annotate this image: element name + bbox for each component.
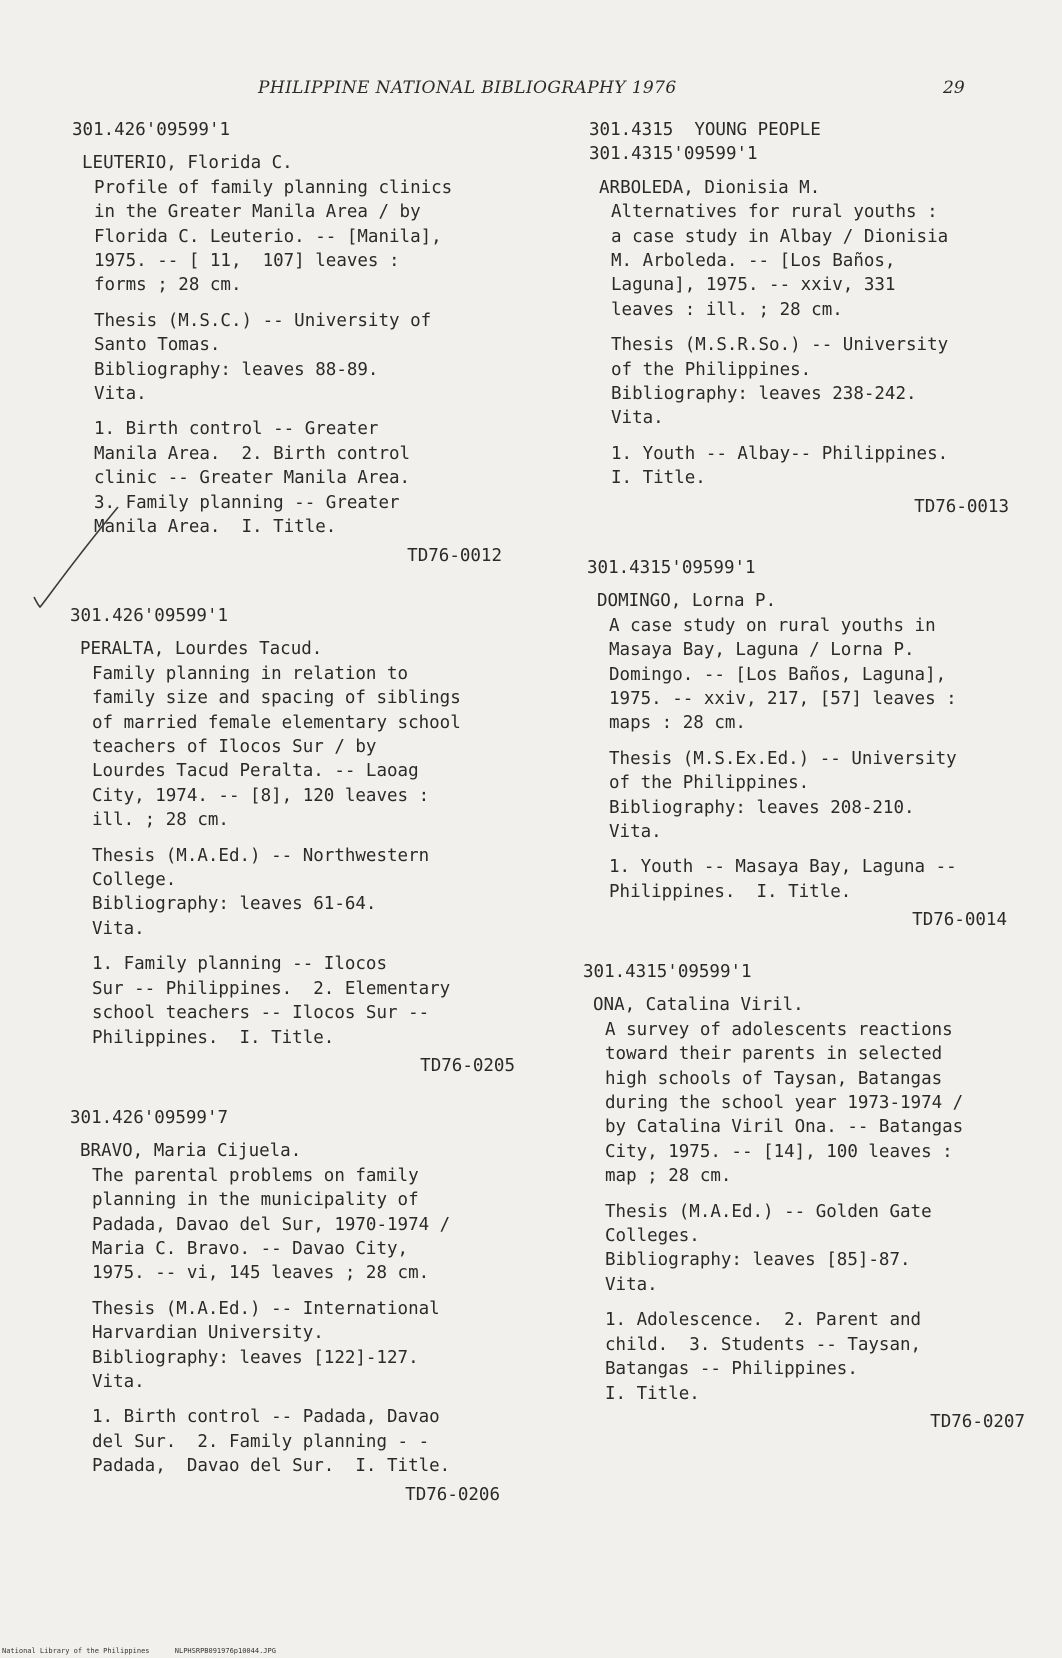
accession-code: TD76-0014: [912, 910, 1007, 931]
author-name: ONA, Catalina Viril.: [593, 995, 804, 1016]
title-line: by Catalina Viril Ona. -- Batangas: [605, 1117, 964, 1138]
notes: [94, 309, 502, 407]
subject-heading-text: 301.4315 YOUNG PEOPLE: [589, 120, 821, 140]
subject-tracings: [92, 952, 515, 1050]
catalog-entry-ona: [583, 960, 1025, 1434]
author-name: ARBOLEDA, Dionisia M.: [599, 177, 821, 198]
note-line: Bibliography: leaves 238-242.: [611, 384, 917, 405]
subject-line: Padada, Davao del Sur. I. Title.: [92, 1456, 451, 1477]
entry-body: [92, 1164, 500, 1507]
subject-heading: [589, 118, 1009, 142]
subject-line: 1. Adolescence. 2. Parent and: [605, 1310, 922, 1331]
note-line: Bibliography: leaves [122]-127.: [92, 1347, 419, 1368]
subject-tracings: [609, 855, 1007, 904]
title-line: Domingo. -- [Los Baños, Laguna],: [609, 664, 947, 685]
catalog-entry-arboleda: [589, 118, 1009, 519]
subject-line: 1. Birth control -- Padada, Davao: [92, 1407, 440, 1428]
notes: [605, 1200, 1025, 1298]
author-name: DOMINGO, Lorna P.: [597, 591, 777, 612]
title-line: Masaya Bay, Laguna / Lorna P.: [609, 640, 915, 661]
notes: [609, 747, 1007, 845]
title-line: City, 1975. -- [14], 100 leaves :: [605, 1141, 953, 1162]
title-line: map ; 28 cm.: [605, 1166, 732, 1187]
title-line: M. Arboleda. -- [Los Baños,: [611, 251, 896, 272]
subject-line: clinic -- Greater Manila Area.: [94, 468, 411, 489]
subject-line: 3. Family planning -- Greater: [94, 492, 400, 513]
note-line: Thesis (M.A.Ed.) -- Golden Gate: [605, 1201, 932, 1222]
note-line: Bibliography: leaves 88-89.: [94, 359, 379, 380]
note-line: Harvardian University.: [92, 1323, 324, 1344]
title-line: 1975. -- xxiv, 217, [57] leaves :: [609, 689, 957, 710]
author-heading: [593, 993, 1025, 1017]
note-line: Vita.: [92, 918, 145, 939]
catalog-entry-leuterio: [72, 118, 502, 568]
title-line: Maria C. Bravo. -- Davao City,: [92, 1239, 409, 1260]
subject-tracings: [611, 442, 1009, 491]
note-line: Thesis (M.S.C.) -- University of: [94, 310, 432, 331]
classification-text: 301.4315'09599'1: [587, 558, 756, 578]
title-line: planning in the municipality of: [92, 1190, 419, 1211]
subject-tracings: [92, 1405, 500, 1478]
notes: [92, 844, 515, 942]
subject-line: Sur -- Philippines. 2. Elementary: [92, 978, 451, 999]
author-name: PERALTA, Lourdes Tacud.: [80, 639, 323, 660]
note-line: Vita.: [605, 1274, 658, 1295]
title-line: Alternatives for rural youths :: [611, 202, 938, 223]
author-heading: [82, 151, 502, 175]
title-line: toward their parents in selected: [605, 1044, 943, 1065]
note-line: Bibliography: leaves 61-64.: [92, 894, 377, 915]
subject-line: del Sur. 2. Family planning - -: [92, 1431, 430, 1452]
title-line: forms ; 28 cm.: [94, 275, 242, 296]
title-line: City, 1974. -- [8], 120 leaves :: [92, 785, 430, 806]
subject-tracings: [94, 417, 502, 539]
entry-body: [611, 200, 1009, 519]
title-statement: [94, 176, 502, 298]
title-line: Laguna], 1975. -- xxiv, 331: [611, 275, 896, 296]
classification-text: 301.4315'09599'1: [589, 144, 758, 165]
subject-line: Manila Area. 2. Birth control: [94, 443, 411, 464]
note-line: of the Philippines.: [609, 773, 810, 794]
page-header: [0, 78, 1062, 102]
title-line: The parental problems on family: [92, 1165, 419, 1186]
title-line: teachers of Ilocos Sur / by: [92, 737, 377, 758]
title-line: Profile of family planning clinics: [94, 177, 453, 198]
subject-line: I. Title.: [605, 1383, 700, 1404]
author-name: LEUTERIO, Florida C.: [82, 153, 293, 174]
notes: [92, 1297, 500, 1395]
running-title: PHILIPPINE NATIONAL BIBLIOGRAPHY 1976: [258, 78, 677, 98]
page-number: 29: [943, 78, 965, 98]
title-statement: [92, 662, 515, 833]
accession-code: TD76-0206: [405, 1484, 500, 1505]
title-line: of married female elementary school: [92, 712, 461, 733]
subject-line: school teachers -- Ilocos Sur --: [92, 1003, 430, 1024]
catalog-entry-peralta: [70, 604, 515, 1078]
classification-text: 301.426'09599'7: [70, 1108, 229, 1128]
title-line: ill. ; 28 cm.: [92, 810, 229, 831]
title-line: Lourdes Tacud Peralta. -- Laoag: [92, 761, 419, 782]
classification-number: [70, 604, 515, 628]
classification-number: [70, 1106, 500, 1130]
title-line: family size and spacing of siblings: [92, 688, 461, 709]
title-line: Florida C. Leuterio. -- [Manila],: [94, 226, 442, 247]
subject-line: 1. Family planning -- Ilocos: [92, 954, 388, 975]
title-line: during the school year 1973-1974 /: [605, 1093, 964, 1114]
title-line: Family planning in relation to: [92, 663, 409, 684]
note-line: Bibliography: leaves [85]-87.: [605, 1250, 911, 1271]
title-line: in the Greater Manila Area / by: [94, 202, 421, 223]
classification-number: [583, 960, 1025, 984]
title-statement: [92, 1164, 500, 1286]
note-line: Vita.: [94, 384, 147, 405]
title-line: maps : 28 cm.: [609, 713, 746, 734]
title-statement: [611, 200, 1009, 322]
classification-text: 301.4315'09599'1: [583, 962, 752, 982]
title-line: a case study in Albay / Dionisia: [611, 226, 949, 247]
author-name: BRAVO, Maria Cijuela.: [80, 1141, 302, 1162]
subject-line: Batangas -- Philippines.: [605, 1359, 858, 1380]
note-line: Thesis (M.A.Ed.) -- Northwestern: [92, 845, 430, 866]
note-line: Vita.: [611, 408, 664, 429]
author-heading: [80, 1139, 500, 1163]
author-heading: [80, 637, 515, 661]
entry-body: [94, 176, 502, 568]
entry-body: [92, 662, 515, 1079]
subject-line: 1. Birth control -- Greater: [94, 419, 379, 440]
subject-line: Philippines. I. Title.: [609, 881, 852, 902]
title-line: A case study on rural youths in: [609, 615, 936, 636]
title-statement: [605, 1018, 1025, 1189]
accession-code: TD76-0207: [930, 1411, 1025, 1432]
subject-line: child. 3. Students -- Taysan,: [605, 1334, 922, 1355]
notes: [611, 333, 1009, 431]
note-line: Santo Tomas.: [94, 335, 221, 356]
author-heading: [599, 176, 1009, 200]
note-line: Vita.: [92, 1372, 145, 1393]
title-line: high schools of Taysan, Batangas: [605, 1068, 943, 1089]
title-line: 1975. -- [ 11, 107] leaves :: [94, 251, 400, 272]
author-heading: [597, 589, 1007, 613]
note-line: Thesis (M.S.Ex.Ed.) -- University: [609, 748, 957, 769]
entry-body: [609, 614, 1007, 933]
classification-text: 301.426'09599'1: [70, 606, 229, 626]
classification-number: [587, 556, 1007, 580]
title-line: 1975. -- vi, 145 leaves ; 28 cm.: [92, 1263, 430, 1284]
note-line: College.: [92, 870, 177, 891]
subject-line: 1. Youth -- Masaya Bay, Laguna --: [609, 857, 957, 878]
catalog-entry-bravo: [70, 1106, 500, 1507]
accession-code: TD76-0205: [420, 1055, 515, 1076]
note-line: Thesis (M.S.R.So.) -- University: [611, 335, 949, 356]
subject-line: I. Title.: [611, 468, 706, 489]
classification-number: [589, 142, 1009, 166]
accession-code: TD76-0012: [407, 545, 502, 566]
subject-line: Philippines. I. Title.: [92, 1027, 335, 1048]
scan-footer: National Library of the Philippines NLPHSRPB091976p10044.JPG: [2, 1647, 276, 1655]
title-statement: [609, 614, 1007, 736]
note-line: Thesis (M.A.Ed.) -- International: [92, 1298, 440, 1319]
title-line: leaves : ill. ; 28 cm.: [611, 299, 843, 320]
entry-body: [605, 1018, 1025, 1435]
subject-line: Manila Area. I. Title.: [94, 517, 337, 538]
classification-text: 301.426'09599'1: [72, 120, 231, 140]
title-line: A survey of adolescents reactions: [605, 1019, 953, 1040]
note-line: Vita.: [609, 822, 662, 843]
title-line: Padada, Davao del Sur, 1970-1974 /: [92, 1214, 451, 1235]
subject-tracings: [605, 1308, 1025, 1406]
note-line: Bibliography: leaves 208-210.: [609, 797, 915, 818]
catalog-entry-domingo: [587, 556, 1007, 933]
handwritten-check-mark-icon: [30, 505, 120, 615]
accession-code: TD76-0013: [914, 496, 1009, 517]
note-line: Colleges.: [605, 1226, 700, 1247]
classification-number: [72, 118, 502, 142]
subject-line: 1. Youth -- Albay-- Philippines.: [611, 443, 949, 464]
note-line: of the Philippines.: [611, 359, 812, 380]
